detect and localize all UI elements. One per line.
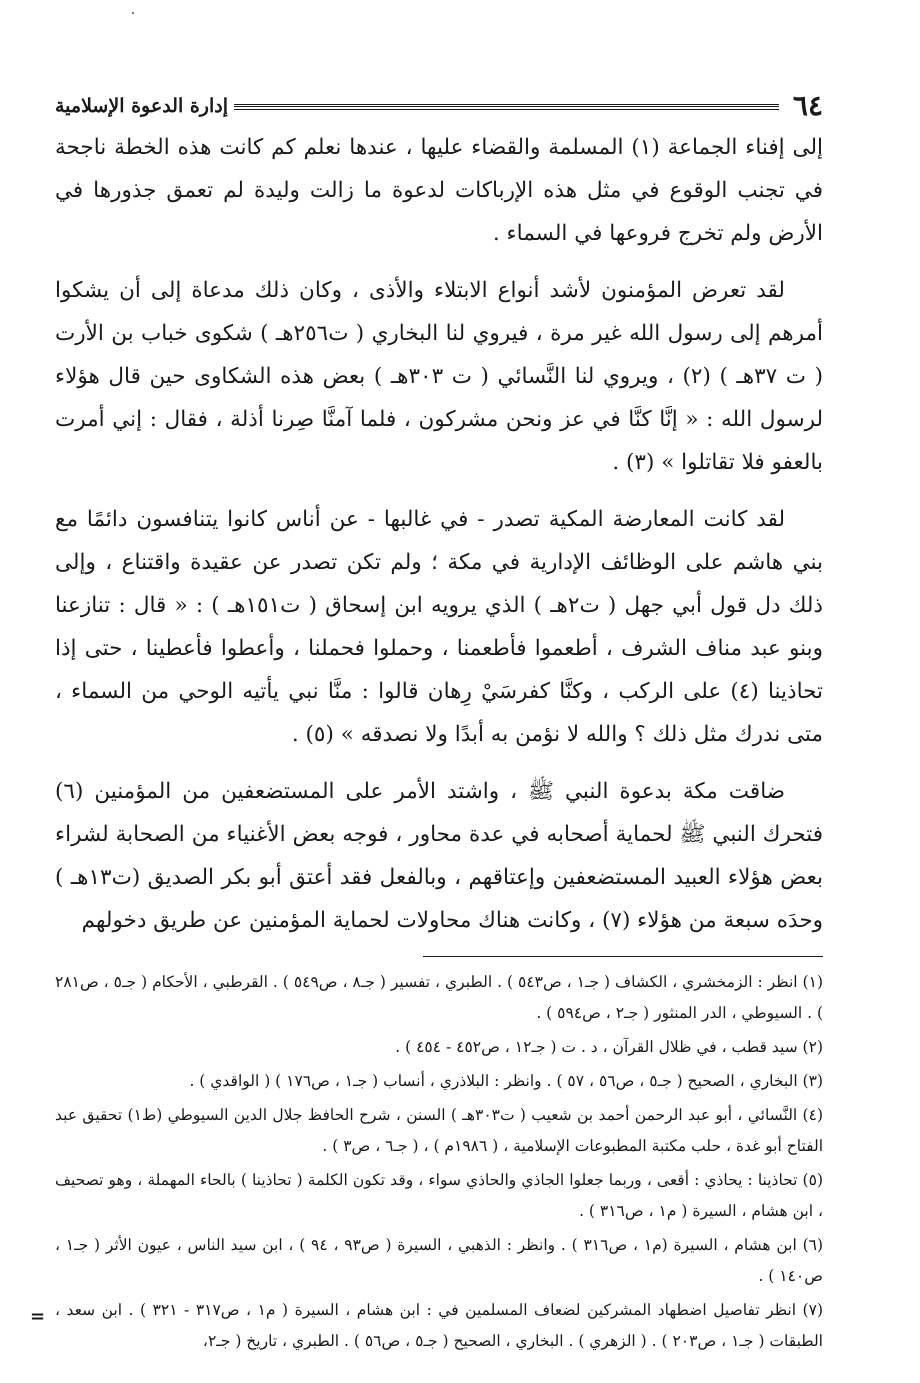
footnotes [55,967,823,1357]
footnote: (٣) البخاري ، الصحيح ( جـ٥ ، ص٥٦ ، ٥٧ ) . وانظر : البلاذري ، أنساب ( جـ١ ، ص١٧٦ ) ( الواقدي ) . [189,1072,823,1090]
paragraph: لقد تعرض المؤمنون لأشد أنواع الابتلاء والأذى ، وكان ذلك مدعاة إلى أن يشكوا أمرهم إلى رسول الله غير مرة ، فيروي لنا البخاري ( ت٢٥٦هـ ) شكوى خباب بن الأرت ( ت ٣٧هـ ) (٢) ، ويروي لنا النَّسائي ( ت ٣٠٣هـ ) بعض هذه الشكاوى حين قال هؤلاء لرسول الله : « إنَّا كنَّا في عز ونحن مشركون ، فلما آمنَّا صِرنا أذلة ، فقال : إني أمرت بالعفو فلا تقاتلوا » (٣) . [55,278,823,475]
page [55,80,823,1360]
footnote: (٥) تحاذينا : يحاذي : أقعى ، وربما جعلوا الجاذي والحاذي سواء ، وقد تكون الكلمة ( تحاذينا ) بالحاء المهملة ، وهو تصحيف ، ابن هشام ، السيرة ( م١ ، ص٣١٦ ) . [55,1171,824,1220]
page-number: ٦٤ [792,89,823,122]
paragraph: لقد كانت المعارضة المكية تصدر - في غالبها - عن أناس كانوا يتنافسون دائمًا مع بني هاشم على الوظائف الإدارية في مكة ؛ ولم تكن تصدر عن عقيدة واقتناع ، وإلى ذلك دل قول أبي جهل ( ت٢هـ ) الذي يرويه ابن إسحاق ( ت١٥١هـ ) : « قال : تنازعنا وبنو عبد مناف الشرف ، أطعموا فأطعمنا ، وحملوا فحملنا ، وأعطوا فأعطينا ، حتى إذا تحاذينا (٤) على الركب ، وكنَّا كفرسَيْ رِهان قالوا : منَّا نبي يأتيه الوحي من السماء ، متى ندرك مثل ذلك ؟ والله لا نؤمن به أبدًا ولا نصدقه » (٥) . [55,507,823,747]
running-header [55,80,823,120]
main-text [55,126,823,942]
footnote: (٦) ابن هشام ، السيرة (م١ ، ص٣١٦ ) . وانظر : الذهبي ، السيرة ( ص٩٣ ، ٩٤ ) ، ابن سيد الناس ، عيون الأثر ( جـ١ ، ص١٤٠ ) . [55,1236,824,1285]
scan-speck [132,12,134,14]
footnote-separator [423,956,823,957]
footnote: (٢) سيد قطب ، في ظلال القرآن ، د . ت ( جـ١٢ ، ص٤٥٢ - ٤٥٤ ) . [395,1038,823,1056]
footnote: (١) انظر : الزمخشري ، الكشاف ( جـ١ ، ص٥٤٣ ) . الطبري ، تفسير ( جـ٨ ، ص٥٤٩ ) . القرطبي ، الأحكام ( جـ٥ ، ص٢٨١ ) . السيوطي ، الدر المنثور ( جـ٢ ، ص٥٩٤ ) . [55,973,823,1022]
paragraph: ضاقت مكة بدعوة النبي ﷺ ، واشتد الأمر على المستضعفين من المؤمنين (٦) فتحرك النبي ﷺ لحماية أصحابه في عدة محاور ، فوجه بعض الأغنياء من الصحابة لشراء بعض هؤلاء العبيد المستضعفين وإعتاقهم ، وبالفعل فقد أعتق أبو بكر الصديق (ت١٣هـ ) وحدَه سبعة من هؤلاء (٧) ، وكانت هناك محاولات لحماية المؤمنين عن طريق دخولهم [55,779,823,933]
book-title: إدارة الدعوة الإسلامية [55,95,228,117]
footnote: (٧) انظر تفاصيل اضطهاد المشركين لضعاف المسلمين في : ابن هشام ، السيرة ( م١ ، ص٣١٧ - ٣٢١ ) . ابن سعد ، الطبقات ( جـ١ ، ص٢٠٣ ) . ( الزهري ) . البخاري ، الصحيح ( جـ٥ ، ص٥٦ ) . الطبري ، تاريخ ( جـ٢، [55,1301,823,1350]
header-rule [234,104,779,110]
footnote: (٤) النَّسائي ، أبو عبد الرحمن أحمد بن شعيب ( ت٣٠٣هـ ) السنن ، شرح الحافظ جلال الدين السيوطي (ط١) تحقيق عبد الفتاح أبو غدة ، حلب مكتبة المطبوعات الإسلامية ، ( ١٩٨٦م ) ، ( جـ٦ ، ص٣ ) . [55,1106,823,1155]
paragraph: إلى إفناء الجماعة (١) المسلمة والقضاء عليها ، عندها نعلم كم كانت هذه الخطة ناجحة في تجنب الوقوع في مثل هذه الإرباكات لدعوة ما زالت وليدة لم تعمق جذورها في الأرض ولم تخرج فروعها في السماء . [55,135,823,246]
continuation-mark: = [30,1306,46,1327]
